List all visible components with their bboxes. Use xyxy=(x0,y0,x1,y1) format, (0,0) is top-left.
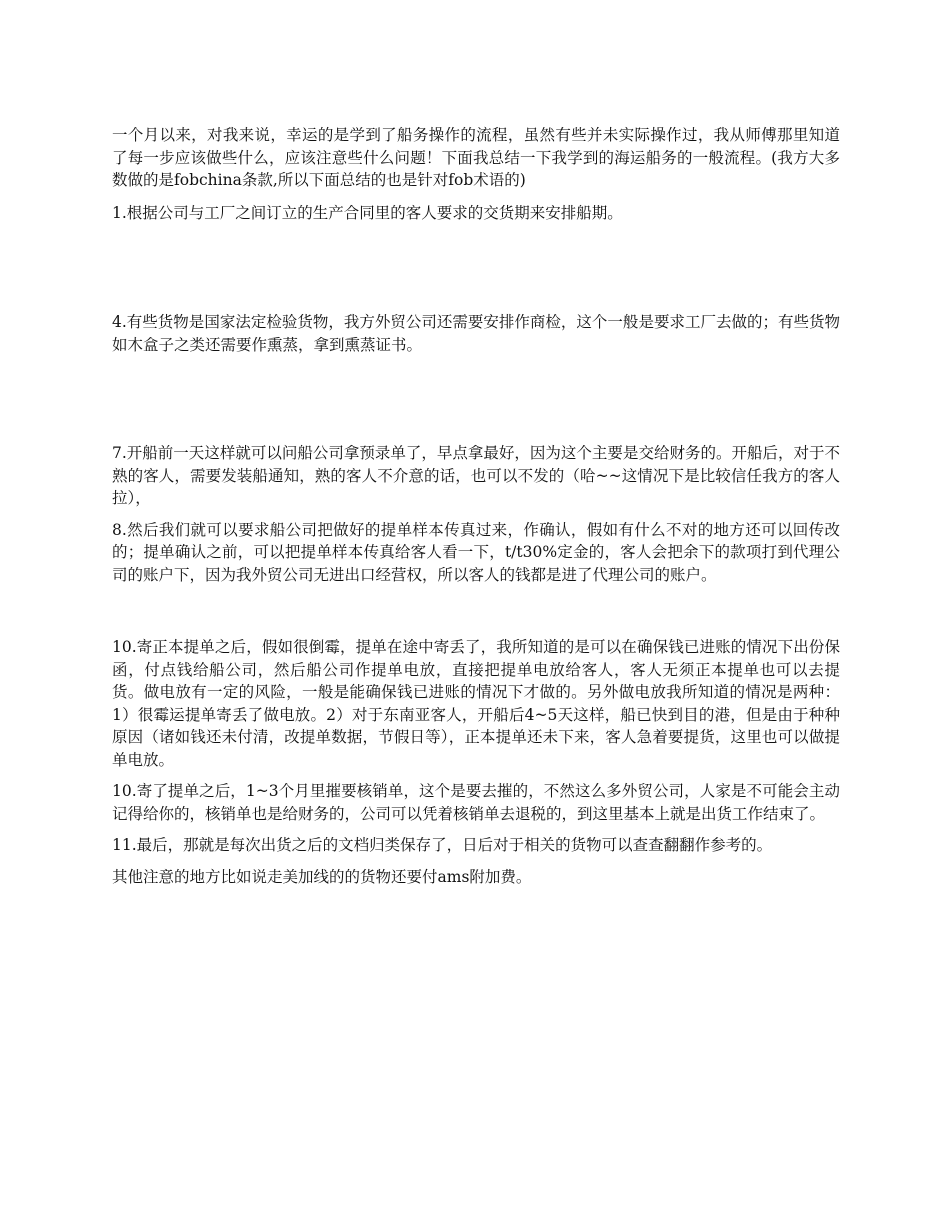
document-body xyxy=(112,124,840,888)
paragraph-step-10-a: 10.寄正本提单之后，假如很倒霉，提单在途中寄丢了，我所知道的是可以在确保钱已进账的情况下出份保函，付点钱给船公司，然后船公司作提单电放，直接把提单电放给客人，客人无须正本提单也可以去提货。做电放有一定的风险，一般是能确保钱已进账的情况下才做的。另外做电放我所知道的情况是两种：1）很霉运提单寄丢了做电放。2）对于东南亚客人，开船后4~5天这样，船已快到目的港，但是由于种种原因（诸如钱还未付清，改提单数据，节假日等），正本提单还未下来，客人急着要提货，这里也可以做提单电放。 xyxy=(112,638,840,769)
paragraph-step-10-b: 10.寄了提单之后，1~3个月里摧要核销单，这个是要去摧的，不然这么多外贸公司，人家是不可能会主动记得给你的，核销单也是给财务的，公司可以凭着核销单去退税的，到这里基本上就是出货工作结束了。 xyxy=(112,782,840,823)
paragraph-step-7: 7.开船前一天这样就可以问船公司拿预录单了，早点拿最好，因为这个主要是交给财务的。开船后，对于不熟的客人，需要发装船通知，熟的客人不介意的话，也可以不发的（哈~~这情况下是比较信任我方的客人拉）， xyxy=(112,444,840,507)
paragraph-intro: 一个月以来，对我来说，幸运的是学到了船务操作的流程，虽然有些并未实际操作过，我从师傅那里知道了每一步应该做些什么，应该注意些什么问题！下面我总结一下我学到的海运船务的一般流程。(我方大多数做的是fobchina条款,所以下面总结的也是针对fob术语的) xyxy=(112,126,840,189)
paragraph-step-8: 8.然后我们就可以要求船公司把做好的提单样本传真过来，作确认，假如有什么不对的地方还可以回传改的；提单确认之前，可以把提单样本传真给客人看一下，t/t30%定金的，客人会把余下的款项打到代理公司的账户下，因为我外贸公司无进出口经营权，所以客人的钱都是进了代理公司的账户。 xyxy=(112,520,840,584)
paragraph-step-11: 11.最后，那就是每次出货之后的文档归类保存了，日后对于相关的货物可以查查翻翻作参考的。 xyxy=(112,836,773,854)
paragraph-other-notes: 其他注意的地方比如说走美加线的的货物还要付ams附加费。 xyxy=(112,867,532,886)
paragraph-step-4: 4.有些货物是国家法定检验货物，我方外贸公司还需要安排作商检，这个一般是要求工厂去做的；有些货物如木盒子之类还需要作熏蒸，拿到熏蒸证书。 xyxy=(112,313,840,354)
paragraph-step-1: 1.根据公司与工厂之间订立的生产合同里的客人要求的交货期来安排船期。 xyxy=(112,203,623,222)
